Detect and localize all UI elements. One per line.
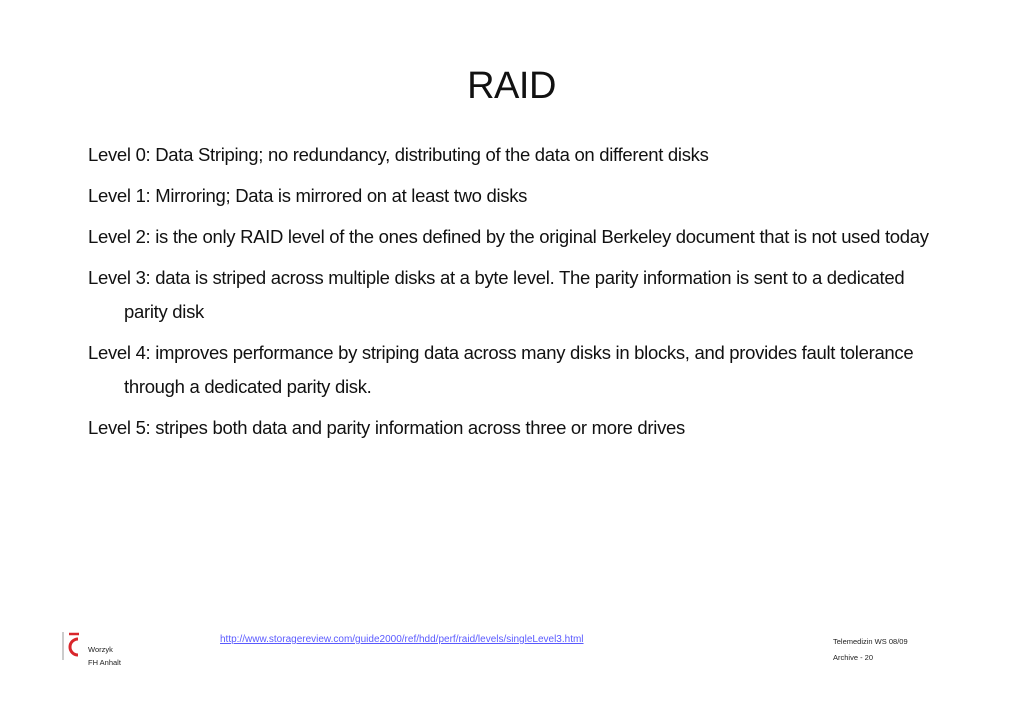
bullet-level-2: Level 2: is the only RAID level of the ones defined by the original Berkeley document that is not used today <box>88 226 929 247</box>
source-link[interactable]: http://www.storagereview.com/guide2000/ref/hdd/perf/raid/levels/singleLevel3.html <box>220 634 584 645</box>
bullet-level-5: Level 5: stripes both data and parity information across three or more drives <box>88 417 685 438</box>
course-label: Telemedizin WS 08/09 <box>833 637 908 646</box>
bullet-level-0: Level 0: Data Striping; no redundancy, distributing of the data on different disks <box>88 144 709 165</box>
footer-info <box>833 634 908 666</box>
bullet-list <box>88 138 948 452</box>
page-number: Archive - 20 <box>833 653 874 662</box>
footer-author <box>88 643 121 669</box>
bullet-level-3: Level 3: data is striped across multiple disks at a byte level. The parity information is sent to a dedicated parity disk <box>88 267 905 322</box>
author-institution: FH Anhalt <box>88 658 121 667</box>
bullet-level-4: Level 4: improves performance by striping data across many disks in blocks, and provides fault tolerance through a dedicated parity disk. <box>88 342 914 397</box>
author-name: Worzyk <box>88 645 113 654</box>
institution-logo-icon <box>62 630 84 662</box>
slide-title: RAID <box>467 65 556 107</box>
bullet-level-1: Level 1: Mirroring; Data is mirrored on at least two disks <box>88 185 528 206</box>
